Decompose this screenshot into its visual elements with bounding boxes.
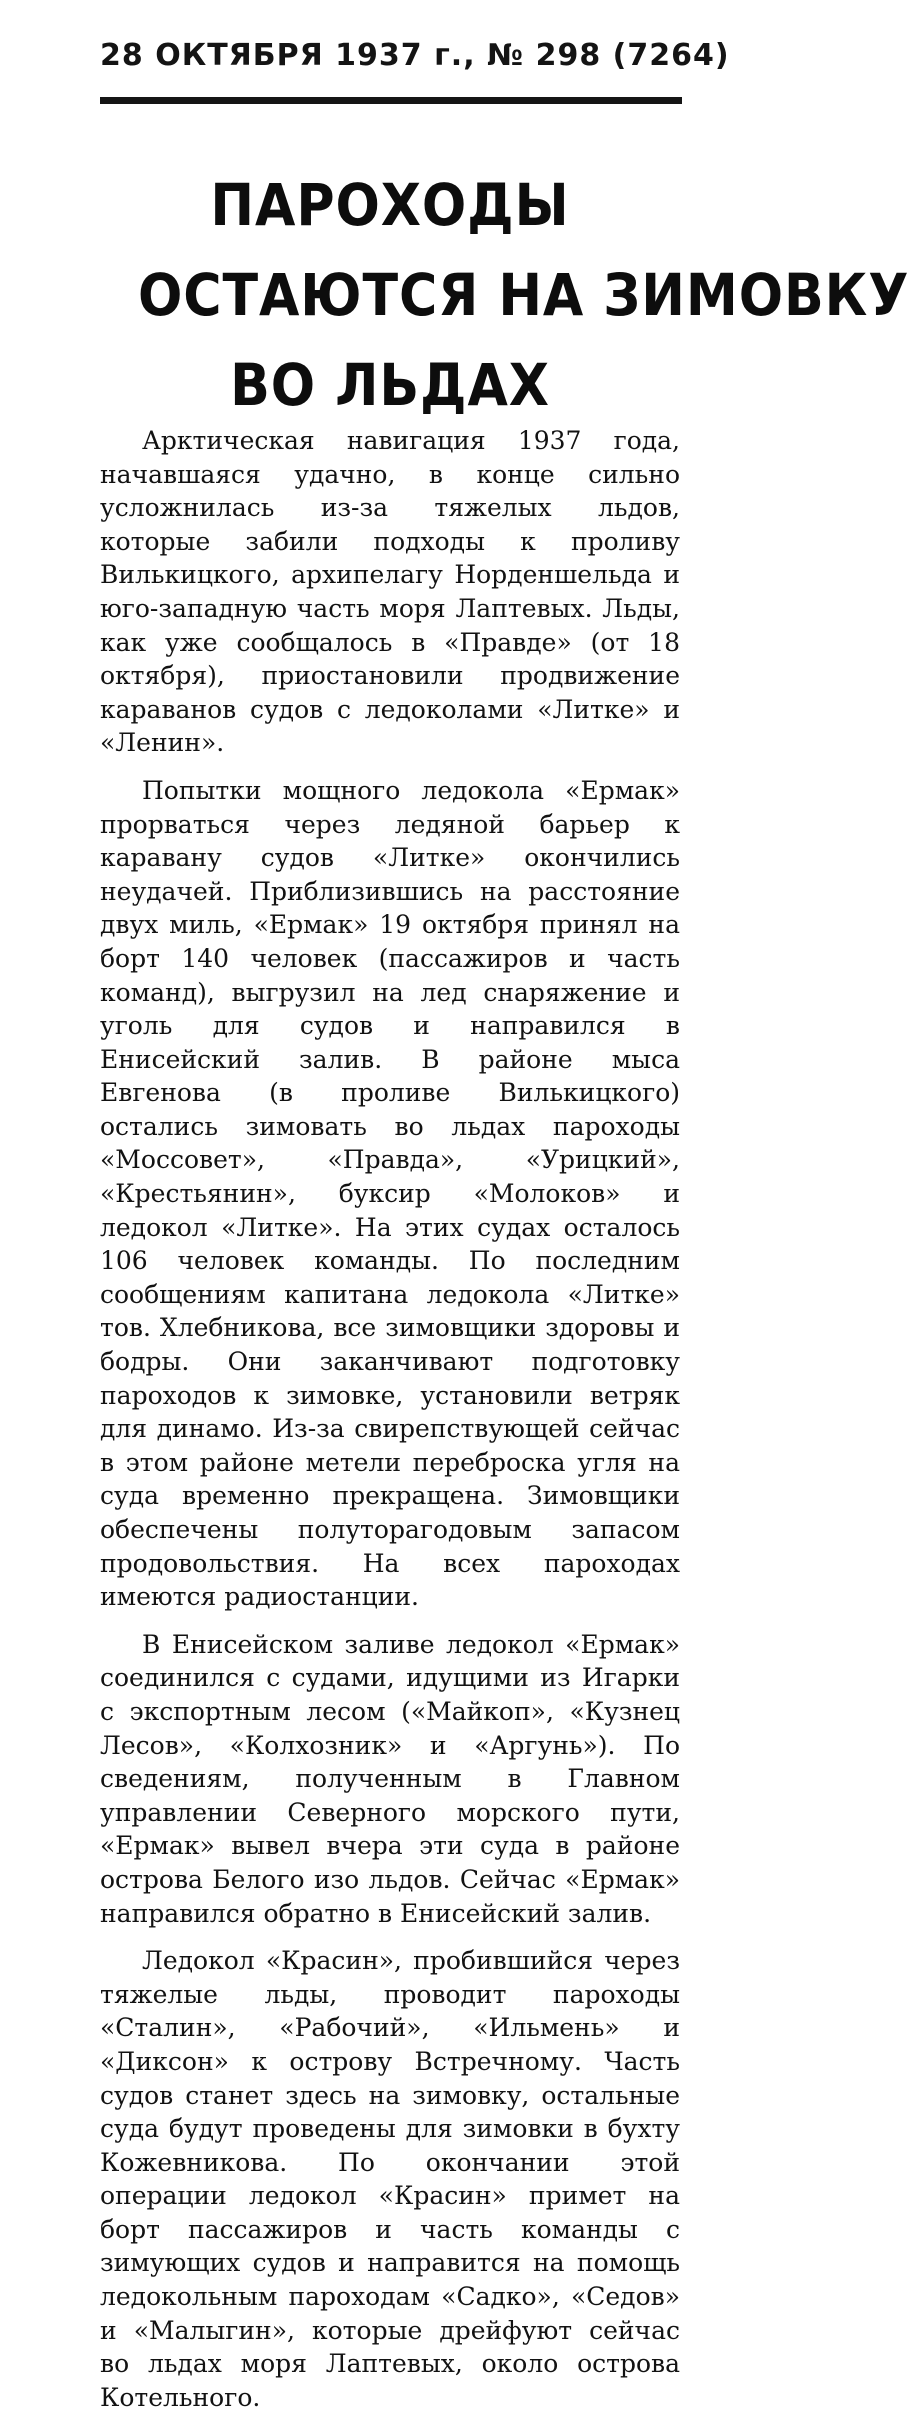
dateline: 28 ОКТЯБРЯ 1937 г., № 298 (7264)	[100, 38, 730, 73]
headline-line-2: ОСТАЮТСЯ НА ЗИМОВКУ	[138, 261, 909, 329]
article-paragraph-3: В Енисейском заливе ледокол «Ермак» соединился с судами, идущими из Игарки с экспортным лесом («Майкоп», «Кузнец Лесов», «Колхозник» и «Аргунь»). По сведениям, полученным в Главном управлении Северного морского пути, «Ермак» вывел вчера эти суда в районе острова Белого изо льдов. Сейчас «Ермак» направился обратно в Енисейский залив.	[100, 1629, 680, 1928]
article-paragraph-4: Ледокол «Красин», пробившийся через тяжелые льды, проводит пароходы «Сталин», «Рабочий», «Ильмень» и «Диксон» к острову Встречному. Часть судов станет здесь на зимовку, остальные суда будут проведены для зимовки в бухту Кожевникова. По окончании этой операции ледокол «Красин» примет на борт пассажиров и часть команды с зимующих судов и направится на помощь ледокольным пароходам «Садко», «Седов» и «Малыгин», которые дрейфуют сейчас во льдах моря Лаптевых, около острова Котельного.	[100, 1946, 680, 2412]
article-paragraph-1: Арктическая навигация 1937 года, начавшаяся удачно, в конце сильно усложнилась из-за тяжелых льдов, которые забили подходы к проливу Вилькицкого, архипелагу Норденшельда и юго-западную часть моря Лаптевых. Льды, как уже сообщалось в «Правде» (от 18 октября), приостановили продвижение караванов судов с ледоколами «Литке» и «Ленин».	[100, 426, 680, 758]
header-rule	[100, 97, 682, 104]
headline	[138, 160, 909, 430]
article-body	[100, 424, 680, 2428]
headline-line-1: ПАРОХОДЫ	[210, 171, 570, 239]
headline-line-3: ВО ЛЬДАХ	[230, 351, 550, 419]
article-paragraph-2: Попытки мощного ледокола «Ермак» прорваться через ледяной барьер к каравану судов «Литке» окончились неудачей. Приблизившись на расстояние двух миль, «Ермак» 19 октября принял на борт 140 человек (пассажиров и часть команд), выгрузил на лед снаряжение и уголь для судов и направился в Енисейский залив. В районе мыса Евгенова (в проливе Вилькицкого) остались зимовать во льдах пароходы «Моссовет», «Правда», «Урицкий», «Крестьянин», буксир «Молоков» и ледокол «Литке». На этих судах осталось 106 человек команды. По последним сообщениям капитана ледокола «Литке» тов. Хлебникова, все зимовщики здоровы и бодры. Они заканчивают подготовку пароходов к зимовке, установили ветряк для динамо. Из-за свирепствующей сейчас в этом районе метели переброска угля на суда временно прекращена. Зимовщики обеспечены полуторагодовым запасом продовольствия. На всех пароходах имеются радиостанции.	[100, 775, 680, 1612]
